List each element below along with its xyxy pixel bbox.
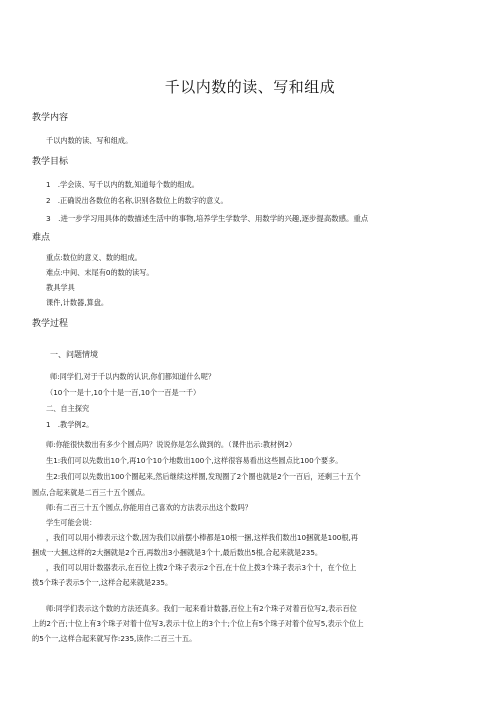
teacher-question-1: 师:同学们,对于千以内数的认识,你们都知道什么呢？ bbox=[50, 372, 216, 381]
tools-text: 课件,计数器,算盘。 bbox=[46, 298, 109, 307]
difficult-point-text: 难点:中间、末尾有0的数的读写。 bbox=[46, 268, 154, 277]
teacher-question-3: 师:有二百三十五个圆点,你能用自己喜欢的方法表示出这个数吗？ bbox=[46, 503, 252, 512]
teacher-question-2: 师:你能很快数出有多少个圆点吗？说说你是怎么做到的。（课件出示:教材例2） bbox=[46, 440, 297, 449]
heading-content: 教学内容 bbox=[32, 113, 69, 123]
part1-heading: 一、问题情境 bbox=[50, 350, 98, 359]
tools-heading: 教具学具 bbox=[46, 283, 75, 292]
answer-1: （10个一是十,10个十是一百,10个一百是一千） bbox=[46, 388, 201, 397]
goal-item-2: 2 .正确说出各数位的名称,识别各数位上的数字的意义。 bbox=[46, 196, 228, 205]
teacher-summary-line1: 师:同学们表示这个数的方法还真多。我们一起来看计数器,百位上有2个珠子对着百位写2,表示百位 bbox=[46, 604, 357, 613]
heading-difficulty: 难点 bbox=[32, 233, 51, 243]
teacher-summary-line3: 的5个一,这样合起来就写作:235,读作:二百三十五。 bbox=[32, 634, 197, 643]
key-point-text: 重点:数位的意义、数的组成。 bbox=[46, 253, 142, 262]
method-2-line2: 拨5个珠子表示5个一,这样合起来就是235。 bbox=[32, 578, 173, 587]
student-2-answer-line2: 圆点,合起来就是二百三十五个圆点。 bbox=[32, 488, 150, 497]
student-1-answer: 生1:我们可以先数出10个,再10个10个地数出100个,这样很容易看出这些圆点比100个要多。 bbox=[46, 456, 343, 465]
heading-goals: 教学目标 bbox=[32, 157, 69, 167]
goal-item-3: 3 .进一步学习用具体的数描述生活中的事物,培养学生学数学、用数学的兴趣,逐步提高数感。重点 bbox=[46, 214, 369, 223]
method-1-line1: ，我们可以用小棒表示这个数,因为我们以前摆小棒都是10根一捆,这样我们数出10捆就是100根,再 bbox=[46, 533, 358, 542]
method-2-line1: ，我们可以用计数器表示,在百位上拨2个珠子表示2个百,在十位上拨3个珠子表示3个十，在个位上 bbox=[46, 563, 357, 572]
heading-process: 教学过程 bbox=[32, 319, 69, 329]
page-title: 千以内数的读、写和组成 bbox=[164, 78, 336, 96]
content-text: 千以内数的读、写和组成。 bbox=[46, 136, 133, 145]
method-1-line2: 捆成一大捆,这样的2大捆就是2个百,再数出3小捆就是3个十,最后数出5根,合起来就是235。 bbox=[32, 548, 323, 557]
part2-heading: 二、自主探究 bbox=[46, 404, 90, 413]
teacher-summary-line2: 上的2个百;十位上有3个珠子对着十位写3,表示十位上的3个十;个位上有5个珠子对着个位写5,表示个位上 bbox=[32, 619, 364, 628]
example-label: 1 .教学例2。 bbox=[46, 420, 94, 429]
goal-item-1: 1 .学会读、写千以内的数,知道每个数的组成。 bbox=[46, 180, 199, 189]
student-2-answer-line1: 生2:我们可以先数出100个圈起来,然后继续这样圈,发现圈了2个圈也就是2个一百后，还剩三十五个 bbox=[46, 472, 361, 481]
students-may-say: 学生可能会说： bbox=[46, 518, 97, 527]
